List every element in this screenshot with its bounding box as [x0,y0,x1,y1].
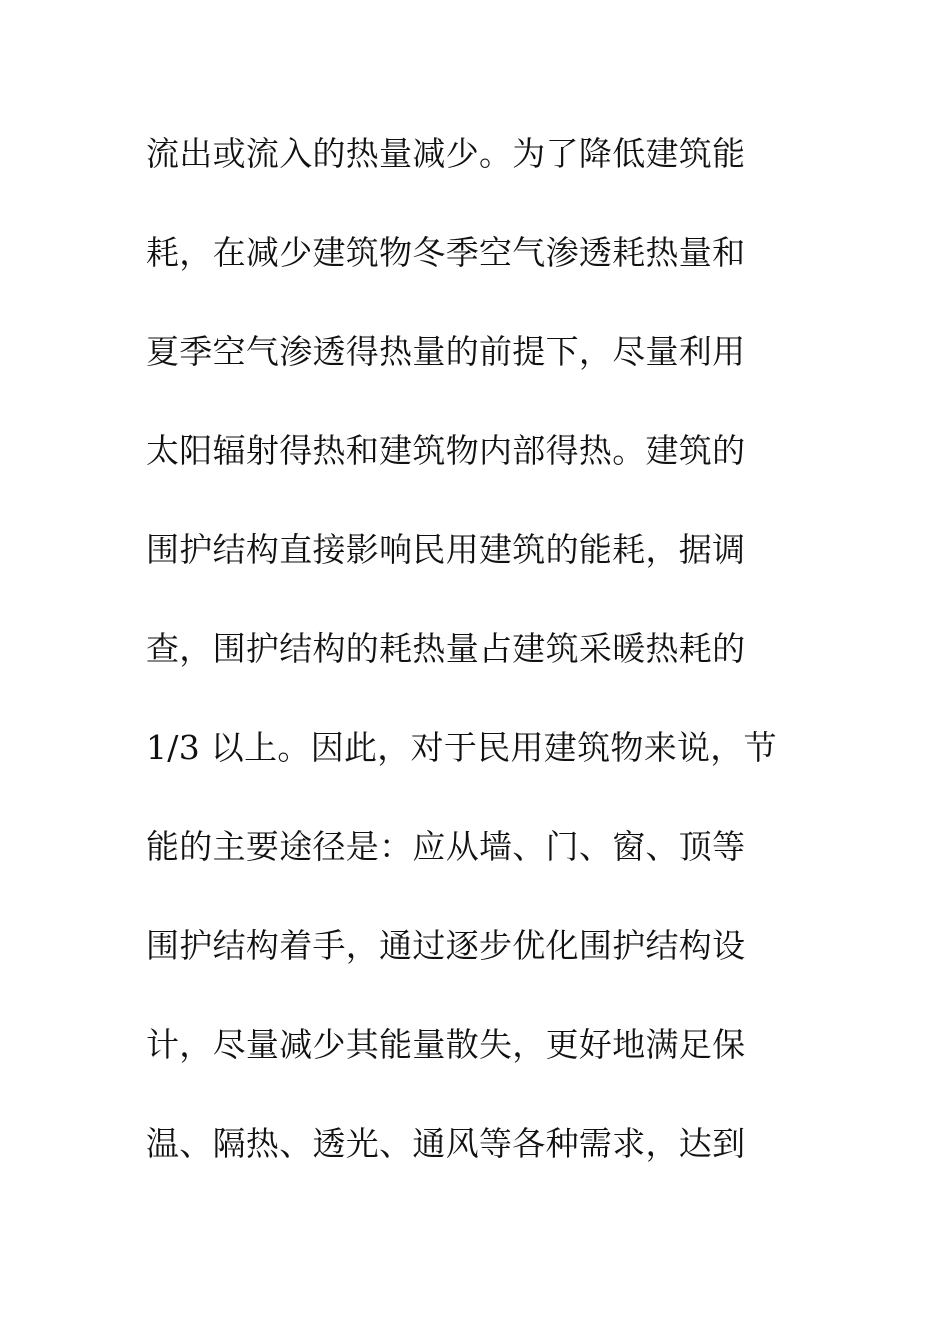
text-line-8: 能的主要途径是：应从墙、门、窗、顶等 [146,827,746,866]
text-line-4: 太阳辐射得热和建筑物内部得热。建筑的 [146,431,746,470]
text-line-3: 夏季空气渗透得热量的前提下，尽量利用 [146,332,746,371]
text-line-6: 查，围护结构的耗热量占建筑采暖热耗的 [146,629,746,668]
body-paragraph [146,124,826,1213]
text-line-9: 围护结构着手，通过逐步优化围护结构设 [146,926,746,965]
text-line-1: 流出或流入的热量减少。为了降低建筑能 [146,134,746,173]
text-line-10: 计，尽量减少其能量散失，更好地满足保 [146,1025,746,1064]
text-line-5: 围护结构直接影响民用建筑的能耗，据调 [146,530,746,569]
text-line-7: 1/3 以上。因此，对于民用建筑物来说，节 [146,728,777,767]
text-line-11: 温、隔热、透光、通风等各种需求，达到 [146,1124,746,1163]
text-line-2: 耗，在减少建筑物冬季空气渗透耗热量和 [146,233,746,272]
